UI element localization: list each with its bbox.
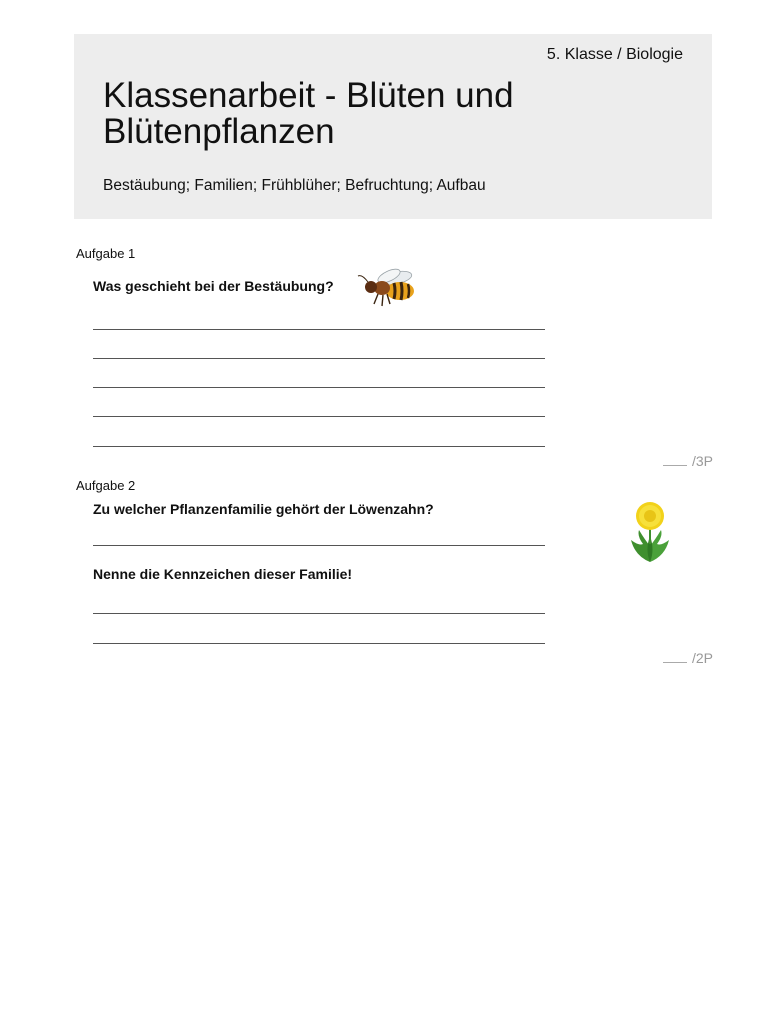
page-title: Klassenarbeit - Blüten und Blütenpflanzen: [103, 76, 514, 151]
task-1-question: Was geschieht bei der Bestäubung?: [93, 278, 334, 294]
bee-icon: [356, 266, 418, 308]
answer-line[interactable]: [93, 358, 545, 359]
task-2-points-max: /2P: [691, 650, 713, 666]
points-blank[interactable]: [663, 465, 687, 466]
task-2-question-2: Nenne die Kennzeichen dieser Familie!: [93, 566, 353, 582]
header-box: [74, 34, 712, 219]
answer-line[interactable]: [93, 643, 545, 644]
answer-line[interactable]: [93, 613, 545, 614]
answer-line[interactable]: [93, 416, 545, 417]
task-2-label: Aufgabe 2: [76, 478, 136, 493]
answer-line[interactable]: [93, 446, 545, 447]
task-1-label: Aufgabe 1: [76, 246, 136, 261]
task-2-question-1: Zu welcher Pflanzenfamilie gehört der Löwenzahn?: [93, 501, 434, 517]
topics-subtitle: Bestäubung; Familien; Frühblüher; Befruchtung; Aufbau: [103, 177, 486, 194]
answer-line[interactable]: [93, 329, 545, 330]
answer-line[interactable]: [93, 545, 545, 546]
grade-label: 5. Klasse / Biologie: [546, 46, 683, 63]
answer-line[interactable]: [93, 387, 545, 388]
task-1-points: [663, 453, 713, 469]
dandelion-icon: [627, 500, 673, 564]
task-2-points: [663, 650, 713, 666]
task-1-points-max: /3P: [691, 453, 713, 469]
points-blank[interactable]: [663, 662, 687, 663]
